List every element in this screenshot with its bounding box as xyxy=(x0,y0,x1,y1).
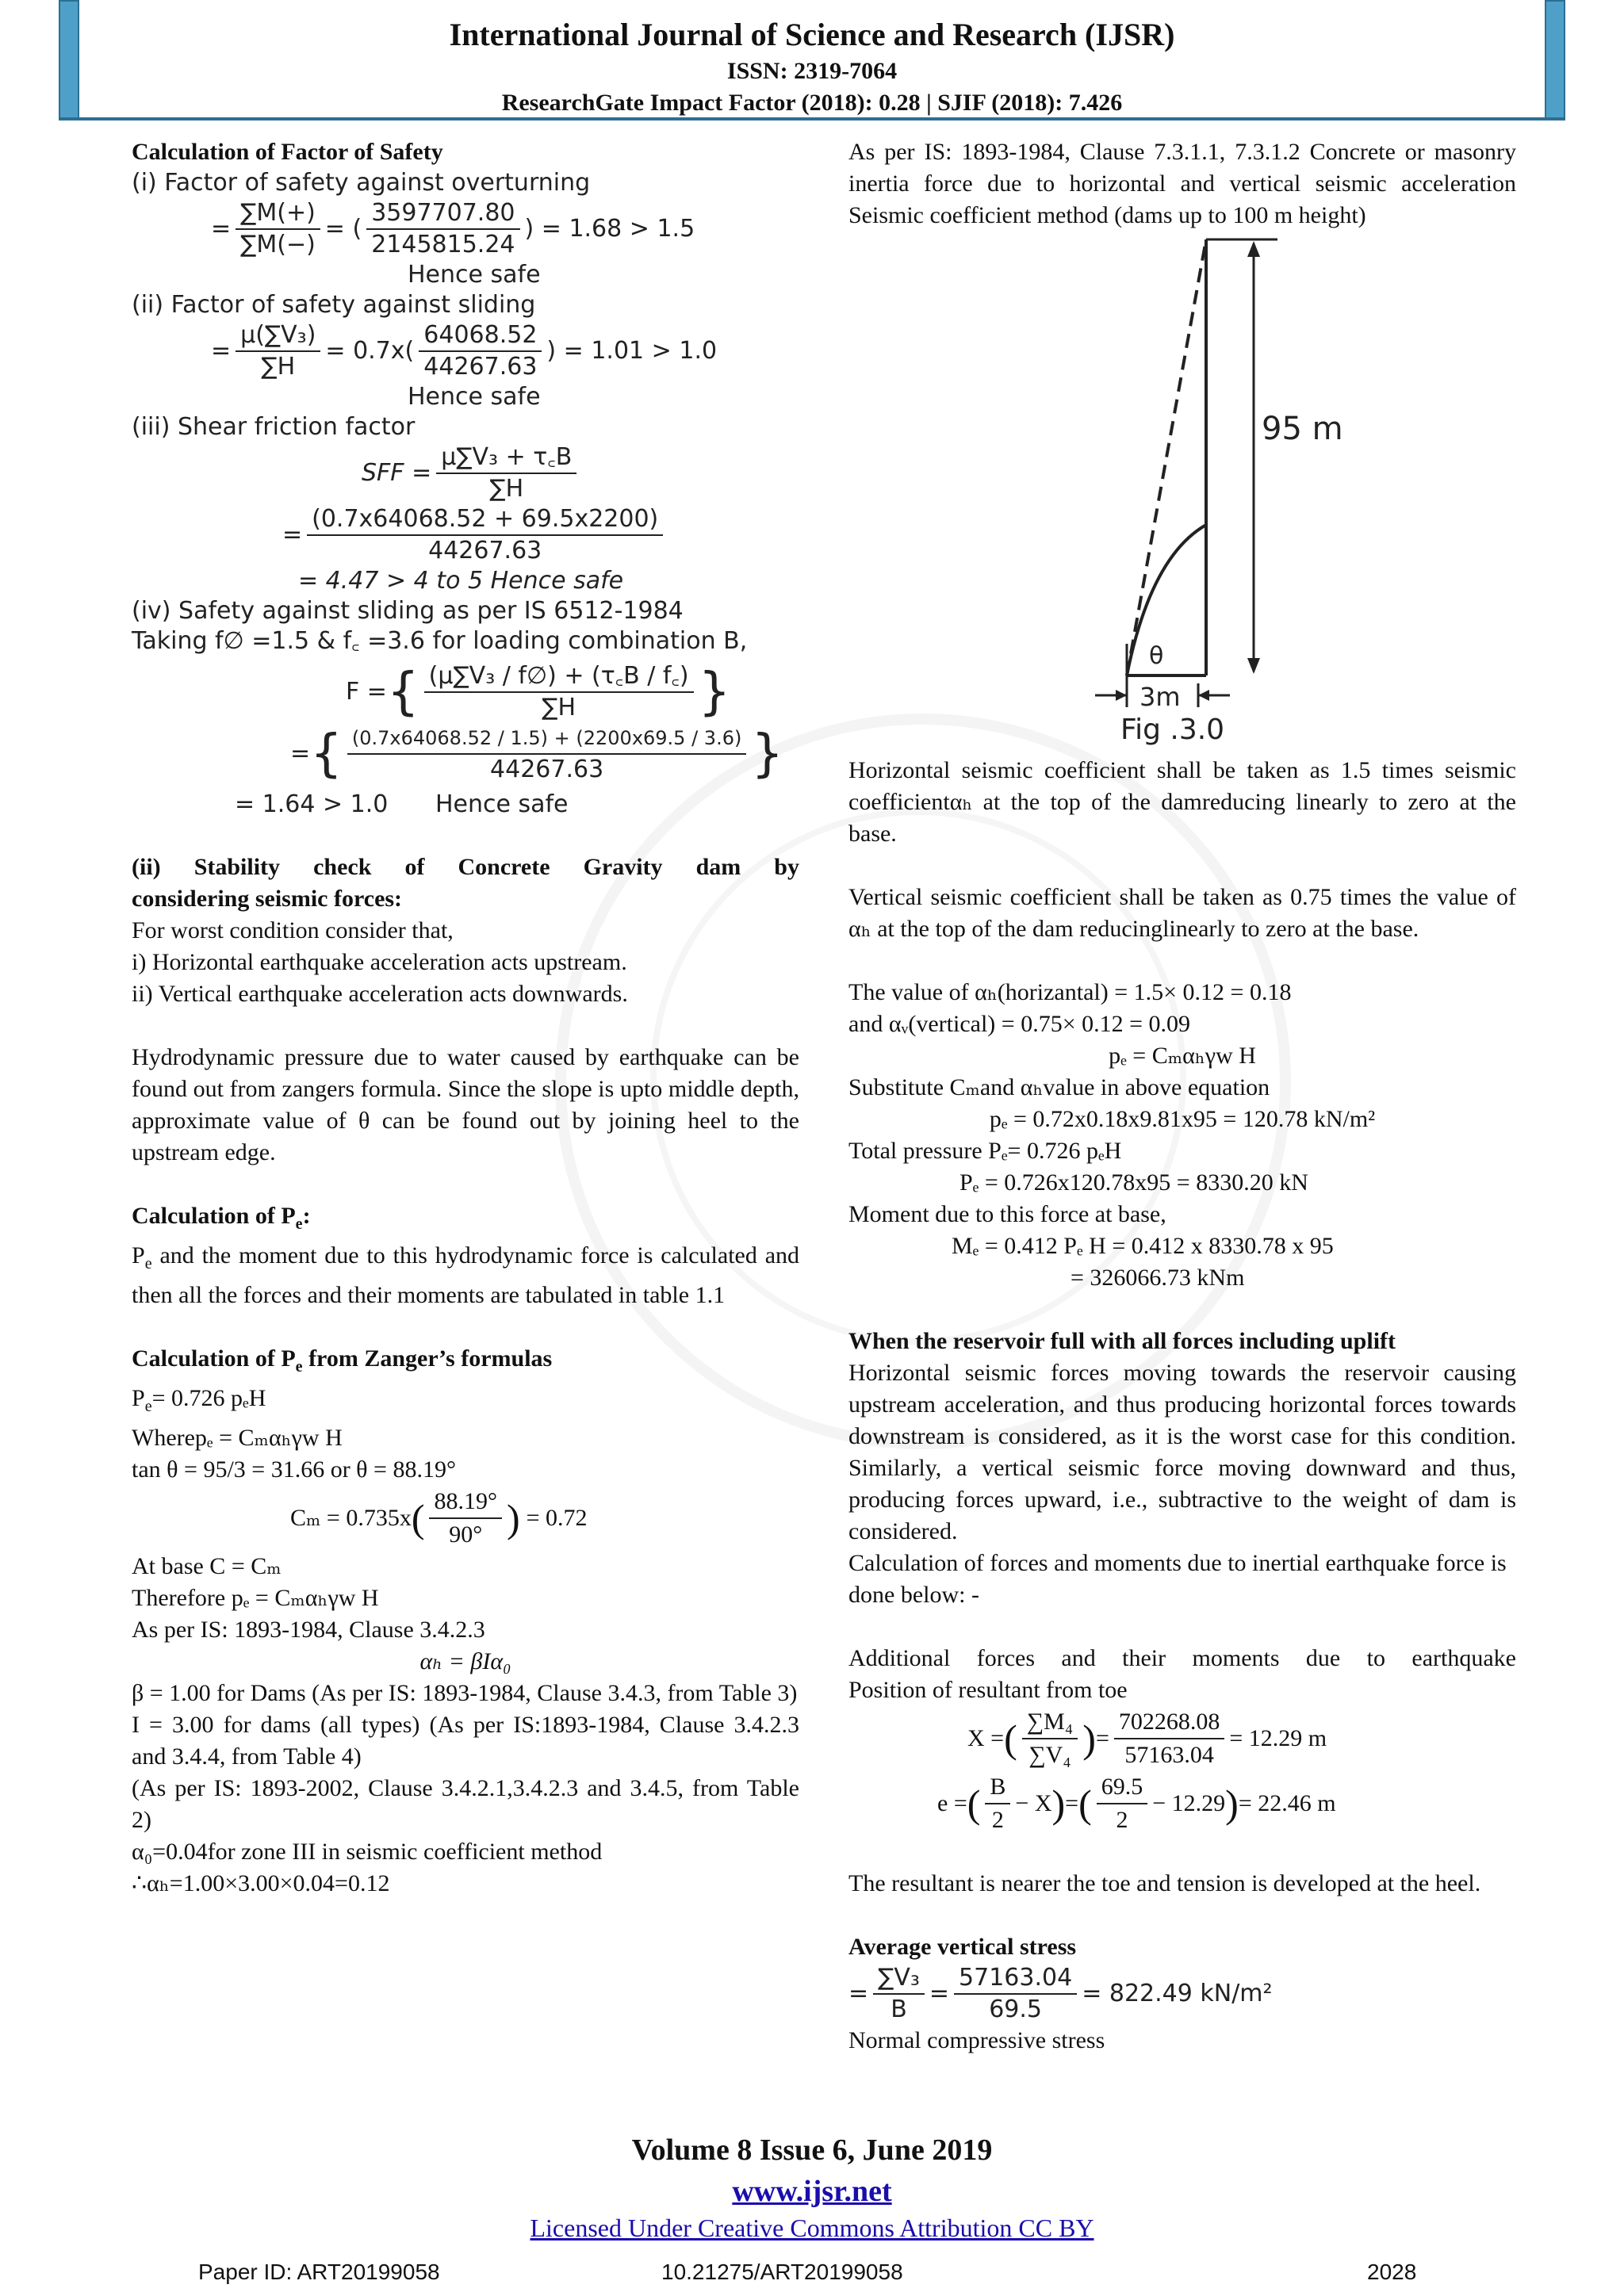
heading-text: Calculation of P xyxy=(132,1203,296,1229)
page-number: 2028 xyxy=(1367,2260,1417,2284)
subscript: e xyxy=(295,1215,303,1233)
footer-site-link[interactable]: www.ijsr.net xyxy=(732,2175,892,2208)
base-label: 3m xyxy=(1139,682,1181,712)
height-label: 95 m xyxy=(1262,411,1343,447)
loading-combination: Taking f∅ =1.5 & f꜀ =3.6 for loading combination B, xyxy=(132,627,748,655)
is6512-label: (iv) Safety against sliding as per IS 6512-1984 xyxy=(132,597,684,625)
additional-forces-line: Additional forces and their moments due to earthquake xyxy=(848,1645,1516,1671)
eq-num: 3597707.80 xyxy=(366,198,519,230)
pe-paragraph xyxy=(132,1240,799,1311)
eq-den: ∑V₄ xyxy=(1028,1742,1071,1768)
eq-e: e = ( $\frac{B}{2}$ − X ) = ( $\frac{69.5}{2}$ − 12.29 ) = 22.46 m xyxy=(848,1771,1516,1836)
moment-line: Moment due to this force at base, xyxy=(848,1201,1166,1227)
arrowhead xyxy=(1247,658,1260,674)
subscript: e xyxy=(144,1255,152,1272)
hence-safe-1: Hence safe xyxy=(408,261,541,289)
eq-term: − 12.29 xyxy=(1152,1790,1226,1816)
eq-num: (0.7x64068.52 + 69.5x2200) xyxy=(307,504,663,536)
symbol-p: P xyxy=(132,1385,145,1411)
full-reservoir-paragraph: Horizontal seismic forces moving towards the reservoir causing upstream acceleration, and thus producing horizontal forces towards downstream is considered, as it is the worst case for this condition. Similarly, a vertical seismic force moving downward and thus, producing forces upward, i.e., subtractive to the weight of dam is considered. xyxy=(848,1360,1516,1544)
eq-avg-stress: = $\frac{\text{∑V₃}}{B}$ = $\frac{57163.04}{69.5}$ = 822.49 kN/m² xyxy=(848,1964,1273,2023)
fos-overturning-label: (i) Factor of safety against overturning xyxy=(132,169,591,197)
resultant-paragraph: The resultant is nearer the toe and tension is developed at the heel. xyxy=(848,1870,1481,1896)
sff-result: = 4.47 > 4 to 5 Hence safe xyxy=(298,567,624,595)
eq-lhs: SFF = xyxy=(362,459,432,487)
eq-result: = 822.49 kN/m² xyxy=(1082,1980,1273,2007)
condition-1: i) Horizontal earthquake acceleration acts upstream. xyxy=(132,949,627,975)
dam-slope-curve xyxy=(1127,525,1206,675)
eq-den: 2145815.24 xyxy=(371,231,515,258)
eq-result: = 22.46 m xyxy=(1238,1790,1336,1816)
worst-condition: For worst condition consider that, xyxy=(132,917,454,943)
eq-num: ∑M₄ xyxy=(1022,1706,1078,1739)
footer-license-link[interactable]: Licensed Under Creative Commons Attribution CC BY xyxy=(530,2214,1094,2242)
eq-num: ∑V₃ xyxy=(873,1963,925,1995)
eq-pe-value: pₑ = 0.72x0.18x9.81x95 = 120.78 kN/m² xyxy=(989,1106,1376,1132)
eq-result: = 1.68 > 1.5 xyxy=(541,215,695,243)
eq-result: = 1.64 > 1.0 xyxy=(235,790,389,818)
impact-factor: ResearchGate Impact Factor (2018): 0.28 | SJIF (2018): 7.426 xyxy=(501,90,1123,116)
arrowhead xyxy=(1116,690,1127,701)
eq-text: = 0.726 pₑH xyxy=(151,1385,266,1411)
position-resultant-line: Position of resultant from toe xyxy=(848,1677,1128,1703)
issn: ISSN: 2319-7064 xyxy=(726,58,898,84)
eq-den: ∑H xyxy=(489,475,524,503)
eq-num: 57163.04 xyxy=(954,1963,1077,1995)
eq-where: Wherepₑ = Cₘαₕγw H xyxy=(132,1425,343,1451)
subscript: e xyxy=(295,1358,303,1376)
paper-id: Paper ID: ART20199058 xyxy=(198,2260,440,2284)
dam-figure xyxy=(1040,232,1343,746)
heading-text: from Zanger’s formulas xyxy=(302,1345,553,1372)
eq-term: 0.7x64068.52 / 1.5 xyxy=(359,727,541,749)
theta-label: θ xyxy=(1149,642,1164,670)
section-heading-seismic-1: (ii) Stability check of Concrete Gravity dam by xyxy=(132,854,799,880)
eq-den: ∑H xyxy=(542,694,576,721)
eq-term: μ∑V₃ / f∅ xyxy=(438,662,548,690)
eq-num: μ∑V₃ + τ꜀B xyxy=(436,442,576,474)
eq-result: = 0.72 xyxy=(526,1505,588,1531)
hence-safe-3: Hence safe xyxy=(435,790,569,818)
heading-text: Calculation of P xyxy=(132,1345,296,1372)
f-equation: F = { $\frac{\text{(μ∑V₃ / f∅) + (τ꜀B / f꜀)}}{\sum H}$ } xyxy=(346,662,731,721)
sff-equation-2: = $\frac{(0.7x64068.52 + 69.5x2200)}{44267.63}$ xyxy=(132,504,799,566)
value-alpha-h: The value of αₕ(horizantal) = 1.5× 0.12 = 0.18 xyxy=(848,979,1292,1005)
section-heading-zanger xyxy=(132,1343,799,1383)
section-heading-full-reservoir: When the reservoir full with all forces including uplift xyxy=(848,1328,1396,1354)
eq-result: = 12.29 m xyxy=(1229,1725,1327,1751)
eq-den: 44267.63 xyxy=(423,353,538,381)
paragraph-text: and the moment due to this hydrodynamic force is calculated and then all the forces and their moments are tabulated in table 1.1 xyxy=(132,1242,800,1308)
section-heading-avg-stress: Average vertical stress xyxy=(848,1934,1077,1960)
eq-den: ∑M(−) xyxy=(240,231,316,258)
asper-line: (As per IS: 1893-2002, Clause 3.4.2.1,3.4.2.3 and 3.4.5, from Table 2) xyxy=(132,1775,799,1833)
eq-lhs: X = xyxy=(967,1725,1005,1751)
f-result-line xyxy=(132,790,799,820)
eq-me-2: = 326066.73 kNm xyxy=(1071,1265,1245,1291)
eq-den: 2 xyxy=(991,1807,1004,1833)
normal-stress-line: Normal compressive stress xyxy=(848,2027,1105,2053)
fos-sliding-label: (ii) Factor of safety against sliding xyxy=(132,291,536,319)
eq-mid: = 0.7x xyxy=(325,337,405,365)
eq-num: B xyxy=(985,1771,1010,1804)
section-heading-pe xyxy=(132,1200,799,1240)
subscript: e xyxy=(144,1398,152,1415)
hence-safe-2: Hence safe xyxy=(408,383,541,411)
eq-den: 44267.63 xyxy=(428,537,542,564)
eq-pe-right: pₑ = Cₘαₕγw H xyxy=(1109,1043,1256,1069)
eq-num: μ(∑V₃) xyxy=(236,320,320,352)
alpha0-line: α₀=0.04for zone III in seismic coefficient method xyxy=(132,1839,603,1865)
calc-forces-line: Calculation of forces and moments due to inertial earthquake force is done below: - xyxy=(848,1550,1507,1608)
heading-colon: : xyxy=(302,1203,311,1229)
eq-den: ∑H xyxy=(261,353,296,381)
eq-num: 64068.52 xyxy=(419,320,542,352)
eq-term: 2200x69.5 / 3.6 xyxy=(583,727,734,749)
total-pressure: Total pressure Pₑ= 0.726 pₑH xyxy=(848,1138,1122,1164)
eq-pe-total: Pₑ = 0.726x120.78x95 = 8330.20 kN xyxy=(959,1169,1308,1196)
eq-cm: Cₘ = 0.735x ( $\frac{88.19^\circ}{90^\circ}$ ) = 0.72 xyxy=(132,1486,799,1551)
eq-num: 69.5 xyxy=(1097,1771,1148,1804)
eq-x: X = ( $\frac{\text{∑M₄}}{\text{∑V₄}}$ ) = $\frac{702268.08}{57163.04}$ = 12.29 m xyxy=(848,1706,1516,1771)
substitute-line: Substitute Cₘand αₕvalue in above equation xyxy=(848,1074,1270,1100)
intro-paragraph: As per IS: 1893-1984, Clause 7.3.1.1, 7.3.1.2 Concrete or masonry inertia force due to horizontal and vertical seismic acceleration Seismic coefficient method (dams up to 100 m height) xyxy=(848,139,1516,228)
eq-num: 702268.08 xyxy=(1114,1706,1225,1739)
fos-sliding-equation: = $\frac{\text{μ(∑V₃)}}{\sum H}$ = 0.7x ( $\frac{64068.52}{44267.63}$ ) = 1.01 > 1.0 xyxy=(211,321,718,381)
section-heading-fos: Calculation of Factor of Safety xyxy=(132,139,443,165)
alphah-line: ∴αₕ=1.00×3.00×0.04=0.12 xyxy=(132,1870,390,1896)
section-heading-seismic-2: considering seismic forces: xyxy=(132,886,403,912)
left-column xyxy=(132,136,799,1900)
eq-clause: As per IS: 1893-1984, Clause 3.4.2.3 xyxy=(132,1617,485,1643)
eq-term: τ꜀B / f꜀ xyxy=(600,662,680,690)
eq-den: 69.5 xyxy=(989,1996,1043,2023)
eq-me-1: Mₑ = 0.412 Pₑ H = 0.412 x 8330.78 x 95 xyxy=(952,1233,1334,1259)
eq-alpha-h: αₕ = βIα₀ xyxy=(419,1648,511,1674)
eq-at-base: At base C = Cₘ xyxy=(132,1553,282,1579)
doi: 10.21275/ART20199058 xyxy=(661,2260,903,2284)
right-column xyxy=(848,136,1516,2057)
f-equation-2: = { $\frac{(0.7x64068.52 / 1.5) + (2200x69.5 / 3.6)}{44267.63}$ } xyxy=(290,725,784,783)
sff-label: (iii) Shear friction factor xyxy=(132,413,416,441)
eq-num: 88.19° xyxy=(429,1486,502,1519)
eq-tan: tan θ = 95/3 = 31.66 or θ = 88.19° xyxy=(132,1456,456,1483)
i-line: I = 3.00 for dams (all types) (As per IS:1893-1984, Clause 3.4.2.3 and 3.4.4, from Table 4) xyxy=(132,1712,799,1770)
eq-den: 90° xyxy=(449,1521,483,1548)
horizontal-coefficient-paragraph: Horizontal seismic coefficient shall be taken as 1.5 times seismic coefficientαₕ at the top of the damreducing linearly to zero at the base. xyxy=(848,757,1516,847)
eq-num: (μ∑V₃ / f∅) + (τ꜀B / f꜀) xyxy=(424,661,694,693)
eq-den: 44267.63 xyxy=(490,756,604,783)
eq-lhs: F = xyxy=(346,678,387,706)
figure-caption: Fig .3.0 xyxy=(1120,714,1225,746)
condition-2: ii) Vertical earthquake acceleration acts downwards. xyxy=(132,981,628,1007)
page-header xyxy=(0,14,1624,119)
eq-term: − X xyxy=(1015,1790,1052,1816)
eq-den: 2 xyxy=(1116,1807,1128,1833)
eq-lhs: Cₘ = 0.735x xyxy=(290,1505,412,1531)
fos-overturning-equation: = $\frac{\sum M(+)}{\sum M(-)}$ = ( $\frac{3597707.80}{2145815.24}$ ) = 1.68 > 1.5 xyxy=(211,199,695,258)
sff-equation xyxy=(132,442,799,504)
vertical-coefficient-paragraph: Vertical seismic coefficient shall be taken as 0.75 times the value of αₕ at the top of the dam reducinglinearly to zero at the base. xyxy=(848,884,1516,942)
journal-title: International Journal of Science and Research (IJSR) xyxy=(449,17,1175,52)
eq-result: = 1.01 > 1.0 xyxy=(563,337,718,365)
eq-num: (0.7x64068.52 / 1.5) + (2200x69.5 / 3.6) xyxy=(347,723,746,755)
value-alpha-v: and αᵥ(vertical) = 0.75× 0.12 = 0.09 xyxy=(848,1011,1191,1037)
hydrodynamic-paragraph: Hydrodynamic pressure due to water caused by earthquake can be found out from zangers formula. Since the slope is upto middle depth, approximate value of θ can be found out by joining heel to the upstream edge. xyxy=(132,1044,799,1165)
eq-den: 57163.04 xyxy=(1124,1742,1214,1768)
eq-lhs: e = xyxy=(937,1790,967,1816)
eq-therefore: Therefore pₑ = Cₘαₕγw H xyxy=(132,1585,379,1611)
eq-pe xyxy=(132,1383,799,1422)
beta-line: β = 1.00 for Dams (As per IS: 1893-1984, Clause 3.4.3, from Table 3) xyxy=(132,1680,798,1706)
symbol-p: P xyxy=(132,1242,145,1269)
footer-volume: Volume 8 Issue 6, June 2019 xyxy=(631,2133,993,2167)
eq-num: ∑M(+) xyxy=(236,198,320,230)
eq-den: B xyxy=(891,1996,907,2023)
dam-upstream-line xyxy=(1127,239,1206,675)
arrowhead xyxy=(1198,690,1209,701)
arrowhead xyxy=(1247,241,1260,257)
